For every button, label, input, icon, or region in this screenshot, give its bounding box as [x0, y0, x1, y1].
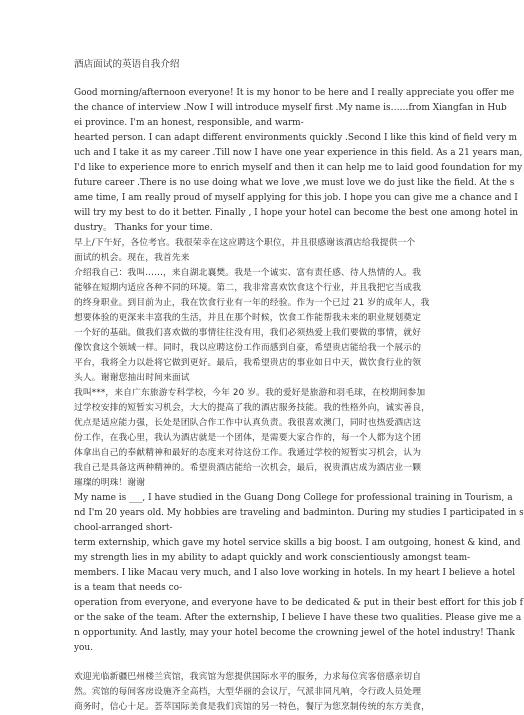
text-line: 像饮食这个领域一样。同时，我以应聘这份工作而感到自豪，希望贵店能给我一个展示的: [74, 343, 422, 353]
text-line: 优点是适应能力强，长处是团队合作工作中认真负责。我很喜欢澳门，同时也热爱酒店这: [74, 418, 422, 428]
text-line: ame time, I am really proud of myself applying for this job. I hope you can give me a chance and I: [74, 193, 518, 203]
text-line: operation from everyone, and everyone have to be dedicated & put in their best effort for this job f: [74, 598, 523, 608]
text-line: 份工作，在我心里，我认为酒店就是一个团体，是需要大家合作的，每一个人都为这个团: [74, 433, 422, 443]
paragraph-chinese-intro: [74, 236, 431, 386]
text-line: 面试的机会。现在，我首先来: [74, 253, 190, 263]
text-line: 想要体验的更深来丰富我的生活，并且在那个时候，饮食工作能帮我未来的职业规划奠定: [74, 313, 422, 323]
text-line: ei province. I'm an honest, responsible, and warm-: [74, 118, 304, 128]
text-line: 平台，我将全力以赴将它做到更好。最后，我希望贵店的事业如日中天，做饮食行业的领: [74, 358, 422, 368]
text-line: hearted person. I can adapt different environments quickly .Second I like this kind of field very m: [74, 133, 517, 143]
text-line: uch and I take it as my career .Till now I have one year experience in this field. As a 21 years man,: [74, 148, 523, 158]
text-line: 我自己是具备这两种精神的。希望贵酒店能给一次机会，最后，祝贵酒店成为酒店业一颗: [74, 463, 422, 473]
text-line: is a team that needs co-: [74, 583, 182, 593]
document-title: 酒店面试的英语自我介绍: [74, 59, 180, 70]
text-line: my strength lies in my ability to adapt quickly and work conscientiously amongst team-: [74, 553, 471, 563]
text-line: 体拿出自己的奉献精神和最好的态度来对待这份工作。我通过学校的短暂实习机会，认为: [74, 448, 422, 458]
text-line: 能够在短期内适应各种不同的环境。第二，我非常喜欢饮食这个行业，并且我把它当成我: [74, 283, 422, 293]
text-line: nd I'm 20 years old. My hobbies are traveling and badminton. During my studies I participated in s: [74, 508, 524, 518]
text-line: or the sake of the team. After the externship, I believe I have these two qualities. Please give me a: [74, 613, 522, 623]
text-line: 早上/下午好，各位考官。我很荣幸在这应聘这个职位，并且很感谢该酒店给我提供一个: [74, 238, 416, 248]
text-line: 的终身职业。到目前为止，我在饮食行业有一年的经验。作为一个已过 21 岁的成年人，我: [74, 298, 430, 308]
text-line: 璀璨的明珠！谢谢: [74, 478, 146, 488]
text-line: will try my best to do it better. Finally , I hope your hotel can become the best one among hotel in: [74, 208, 519, 218]
paragraph-english-intro: [74, 86, 523, 236]
text-line: I'd like to experience more to enrich myself and then it can help me to laid good foundation for my: [74, 163, 523, 173]
document-body: [74, 58, 524, 715]
text-line: future career .There is no use doing what we love ,we must love we do just like the field. At the s: [74, 178, 515, 188]
text-line: 欢迎光临新疆巴州楼兰宾馆，我宾馆为您提供国际水平的服务，力求每位宾客倍感亲切自: [74, 672, 422, 682]
paragraph-english-student: [74, 491, 524, 656]
text-line: members. I like Macau very much, and I also love working in hotels. In my heart I believe a hotel: [74, 568, 516, 578]
text-line: My name is ___, I have studied in the Guang Dong College for professional training in Tourism, a: [74, 493, 513, 503]
paragraph-gap: [74, 656, 431, 670]
text-line: you.: [74, 643, 94, 653]
paragraph-chinese-student: [74, 386, 431, 491]
text-line: 介绍我自己：我叫……，来自湖北襄樊。我是一个诚实、富有责任感、待人热情的人。我: [74, 268, 422, 278]
text-line: chool-arranged short-: [74, 523, 173, 533]
text-line: n opportunity. And lastly, may your hotel become the crowning jewel of the hotel industry! Thank: [74, 628, 515, 638]
text-line: Good morning/afternoon everyone! It is my honor to be here and I really appreciate you offer me: [74, 88, 515, 98]
text-line: 头人。谢谢您抽出时间来面试: [74, 373, 190, 383]
paragraph-chinese-welcome: [74, 670, 431, 715]
text-line: 过学校安排的短暂实习机会，大大的提高了我的酒店服务技能。我的性格外向，诚实善良，: [74, 403, 430, 413]
text-line: term externship, which gave my hotel service skills a big boost. I am outgoing, honest & kind, and: [74, 538, 521, 548]
text-line: dustry。 Thanks for your time.: [74, 223, 213, 233]
text-line: 商务时，信心十足。荟萃国际美食是我们宾馆的另一特色，餐厅为您烹制传统的东方美食，: [74, 702, 430, 712]
text-line: 然。宾馆的每间客房设施齐全高档，大型华丽的会议厅，气派非同凡响，令行政人员处理: [74, 687, 422, 697]
text-line: 我叫***，来自广东旅游专科学校，今年 20 岁。我的爱好是旅游和羽毛球，在校期间参加: [74, 388, 426, 398]
text-line: the chance of interview .Now I will introduce myself first .My name is……from Xiangfan in Hub: [74, 103, 507, 113]
text-line: 一个好的基础。做我们喜欢做的事情往往没有用，我们必须热爱上我们要做的事情，就好: [74, 328, 422, 338]
